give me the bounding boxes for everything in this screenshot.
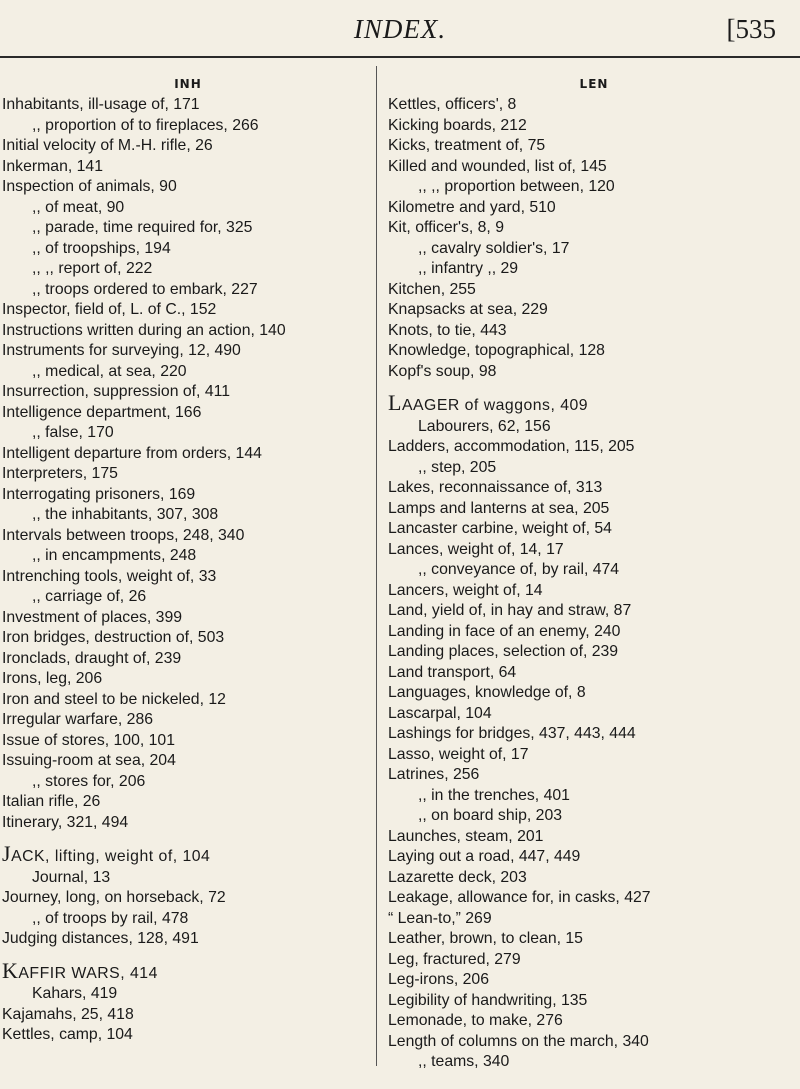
index-entry: Inspection of animals, 90 <box>2 178 177 195</box>
index-entry: Intelligence department, 166 <box>2 403 202 421</box>
index-entry: Judging distances, 128, 491 <box>2 930 199 947</box>
column-divider <box>376 66 377 1066</box>
left-column-heading: INH <box>174 77 202 91</box>
section-i <box>2 95 374 833</box>
index-entry: Lascarpal, 104 <box>388 704 492 722</box>
index-entry: Kajamahs, 25, 418 <box>2 1005 134 1023</box>
index-entry: Kitchen, 255 <box>388 280 476 298</box>
header-rule <box>0 56 800 58</box>
section-k-first-entry: KAFFIR WARS, 414 <box>2 957 158 983</box>
index-entry: Inkerman, 141 <box>2 157 103 175</box>
index-entry: Leather, brown, to clean, 15 <box>388 930 583 947</box>
index-entry: Lazarette deck, 203 <box>388 868 527 886</box>
index-entry: ,, teams, 340 <box>418 1053 510 1070</box>
index-entry: ,, stores for, 206 <box>32 772 146 790</box>
index-entry: Intelligent departure from orders, 144 <box>2 444 262 462</box>
index-entry: ,, cavalry soldier's, 17 <box>418 239 570 257</box>
section-k-cont <box>388 95 800 382</box>
index-entry: Irregular warfare, 286 <box>2 711 154 728</box>
index-entry: ,, medical, at sea, 220 <box>32 362 187 380</box>
section-l <box>388 390 800 1073</box>
drop-cap-l: L <box>388 390 402 415</box>
index-entry: ,, carriage of, 26 <box>32 588 147 605</box>
index-entry: Knapsacks at sea, 229 <box>388 301 548 318</box>
index-entry: Intervals between troops, 248, 340 <box>2 526 245 544</box>
index-entry: Irons, leg, 206 <box>2 670 103 687</box>
index-entry: Launches, steam, 201 <box>388 827 544 845</box>
right-column-heading: LEN <box>579 77 609 91</box>
index-entry: Itinerary, 321, 494 <box>2 813 129 831</box>
index-entry: ,, of troopships, 194 <box>32 239 171 257</box>
index-entry: ,, troops ordered to embark, 227 <box>32 280 258 298</box>
index-entry: Kicks, treatment of, 75 <box>388 137 546 154</box>
index-entry: ,, infantry ,, 29 <box>418 260 519 277</box>
page-number: [535 <box>726 14 776 44</box>
index-entry: ,, of troops by rail, 478 <box>32 909 189 927</box>
index-entry: Laying out a road, 447, 449 <box>388 848 581 865</box>
index-entry: Interpreters, 175 <box>2 465 118 482</box>
index-entry: Landing in face of an enemy, 240 <box>388 622 621 640</box>
index-entry: Instruments for surveying, 12, 490 <box>2 342 241 359</box>
index-entry: Italian rifle, 26 <box>2 793 101 810</box>
index-entry: Lamps and lanterns at sea, 205 <box>388 499 610 517</box>
index-entry: Legibility of handwriting, 135 <box>388 991 588 1009</box>
index-entry: ,, conveyance of, by rail, 474 <box>418 561 620 578</box>
section-k <box>2 957 374 1046</box>
index-entry: Kilometre and yard, 510 <box>388 198 556 216</box>
index-entry: “ Lean-to,” 269 <box>388 909 492 927</box>
right-column <box>388 66 800 1073</box>
index-entry: Length of columns on the march, 340 <box>388 1032 649 1050</box>
section-l-first-entry: LAAGER of waggons, 409 <box>388 390 589 415</box>
page-header <box>0 0 800 60</box>
index-entry: Inspector, field of, L. of C., 152 <box>2 301 217 318</box>
index-entry: Ironclads, draught of, 239 <box>2 649 182 667</box>
index-entry: Kicking boards, 212 <box>388 116 527 134</box>
index-entry: Languages, knowledge of, 8 <box>388 684 586 701</box>
section-j-first-entry: JACK, lifting, weight of, 104 <box>2 841 211 866</box>
index-entry: Iron bridges, destruction of, 503 <box>2 629 225 646</box>
index-entry: Kettles, officers', 8 <box>388 96 517 113</box>
index-entry: ,, in the trenches, 401 <box>418 786 570 804</box>
index-entry: Lancers, weight of, 14 <box>388 581 543 599</box>
index-entry: Lakes, reconnaissance of, 313 <box>388 479 603 496</box>
index-entry: Journey, long, on horseback, 72 <box>2 889 226 906</box>
index-entry: Issue of stores, 100, 101 <box>2 731 175 749</box>
drop-cap-j: J <box>2 841 12 866</box>
index-entry: Killed and wounded, list of, 145 <box>388 157 607 175</box>
index-entry: Knowledge, topographical, 128 <box>388 342 605 359</box>
section-j <box>2 841 374 950</box>
index-entry: Knots, to tie, 443 <box>388 321 507 339</box>
index-entry: Lances, weight of, 14, 17 <box>388 540 564 558</box>
index-entry: ,, in encampments, 248 <box>32 547 197 564</box>
index-entry: Insurrection, suppression of, 411 <box>2 383 231 400</box>
index-entry: Leg, fractured, 279 <box>388 950 521 968</box>
index-entry: Lashings for bridges, 437, 443, 444 <box>388 725 636 742</box>
index-entry: ,, on board ship, 203 <box>418 807 563 824</box>
drop-cap-k: K <box>2 957 19 983</box>
index-entry: ,, false, 170 <box>32 424 114 441</box>
index-entry: ,, the inhabitants, 307, 308 <box>32 506 219 523</box>
left-column <box>2 66 374 1046</box>
index-entry: Kahars, 419 <box>32 985 118 1002</box>
index-entry: Kit, officer's, 8, 9 <box>388 219 504 236</box>
index-entry: Latrines, 256 <box>388 766 480 783</box>
index-entry: Interrogating prisoners, 169 <box>2 485 196 503</box>
page-title: INDEX. <box>353 14 447 44</box>
index-entry: Intrenching tools, weight of, 33 <box>2 567 217 585</box>
index-entry: ,, ,, proportion between, 120 <box>418 178 615 195</box>
index-entry: Land, yield of, in hay and straw, 87 <box>388 602 632 619</box>
index-entry: ,, proportion of to fireplaces, 266 <box>32 116 259 134</box>
index-entry: Labourers, 62, 156 <box>418 417 551 435</box>
index-entry: ,, ,, report of, 222 <box>32 260 153 277</box>
index-entry: Lemonade, to make, 276 <box>388 1012 563 1029</box>
index-entry: Initial velocity of M.-H. rifle, 26 <box>2 137 213 154</box>
index-entry: Inhabitants, ill-usage of, 171 <box>2 96 200 113</box>
index-entry: Leakage, allowance for, in casks, 427 <box>388 889 651 906</box>
index-entry: ,, step, 205 <box>418 458 497 476</box>
index-entry: Instructions written during an action, 140 <box>2 321 286 339</box>
index-entry: Lancaster carbine, weight of, 54 <box>388 520 612 537</box>
index-entry: Landing places, selection of, 239 <box>388 643 619 660</box>
index-entry: Lasso, weight of, 17 <box>388 745 529 763</box>
index-entry: Investment of places, 399 <box>2 608 183 626</box>
index-entry: Kopf's soup, 98 <box>388 362 497 380</box>
index-entry: Land transport, 64 <box>388 663 517 681</box>
index-entry: Kettles, camp, 104 <box>2 1026 133 1043</box>
index-entry: ,, of meat, 90 <box>32 198 125 216</box>
index-entry: Iron and steel to be nickeled, 12 <box>2 690 226 708</box>
index-entry: Ladders, accommodation, 115, 205 <box>388 438 635 455</box>
index-entry: Leg-irons, 206 <box>388 971 489 988</box>
index-entry: Issuing-room at sea, 204 <box>2 752 176 769</box>
index-entry: ,, parade, time required for, 325 <box>32 219 253 236</box>
index-entry: Journal, 13 <box>32 868 111 886</box>
